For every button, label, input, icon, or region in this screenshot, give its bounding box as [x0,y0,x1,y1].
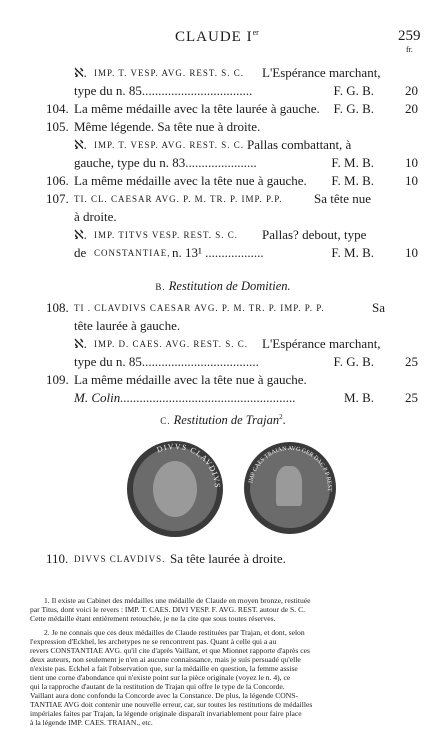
footnote-line: l'expression d'Eckhel, les archetypes ne se rencontrent pas. Quant à celle qui a au [30,637,277,646]
coin-reverse-legend-ring [244,442,336,534]
footnote-line: 2. Je ne connais que ces deux médailles de Claude restituées par Trajan, et dont, selon [44,628,305,637]
footnote-line: 1. Il existe au Cabinet des médailles une médaille de Claude en moyen bronze, restituée [44,596,311,605]
catalog-line: gauche, type du n. 83...................... F. M. B. 10 [74,155,418,170]
footnote-line: qui la rapproche d'autant de la restitution de Trajan qui offre le type de la Concorde. [30,682,285,691]
footnote-line: deux auteurs, non seulement je n'en ai aucune connaissance, mais je suis persuadé qu'elle [30,655,301,664]
footnote-line: à la légende IMP. CAES. TRAIAN., etc. [30,718,153,727]
footnote-line: revers CONSTANTIAE AVG. qu'il cite d'après Vaillant, et que Mionnet rapporte d'après ces [30,646,310,655]
catalog-line: M. Colin...................................................... M. B. 25 [74,390,418,405]
page-number: 259 [398,28,421,44]
catalog-line: tête laurée à gauche. [74,318,181,333]
page-header [0,28,446,54]
svg-text:DIVVS CLAVDIVS: DIVVS CLAVDIVS [155,441,223,489]
catalog-entry-109: 109. La même médaille avec la tête nue à gauche. [46,372,307,387]
catalog-entry-110: 110. DIVVS CLAVDIVS. Sa tête laurée à droite. [46,551,286,566]
footnote-line: Vaillant aura donc confondu la Concorde avec la Constance. De plus, la légende CONS- [30,691,299,700]
catalog-line: à droite. [74,209,117,224]
catalog-line: ℵ. IMP. T. VESP. AVG. REST. S. C. L'Espérance marchant, [74,65,381,80]
catalog-line: type du n. 85.................................. F. G. B. 20 [74,83,418,98]
footnote-line: par Titus, dont voici le revers : IMP. T. CAES. DIVI VESP. F. AVG. REST. autour de S. C. [30,605,306,614]
coin-obverse-image [127,441,223,537]
catalog-line: ℵ. IMP. D. CAES. AVG. REST. S. C. L'Espérance marchant, [74,336,381,351]
section-heading-b: B. Restitution de Domitien. [155,279,291,293]
footnote-line: n'existe pas. Eckhel a fait l'observation que, sur la médaille en question, la femme assise [30,664,298,673]
running-title: CLAUDE Ier [175,28,259,45]
catalog-line: ℵ. IMP. TITVS VESP. REST. S. C. Pallas? debout, type [74,227,367,242]
catalog-line: type du n. 85.................................... F. G. B. 25 [74,354,418,369]
footnote-line: TANTIAE AVG doit contenir une nouvelle erreur, car, sur toutes les restitutions de médailles [30,700,313,709]
footnote-line: tient une corne d'abondance qui n'existe point sur la pièce originale (voyez le n. 4), ce [30,673,291,682]
section-heading-c: C. Restitution de Trajan$^2$. [160,413,286,428]
catalog-entry-106: 106. La même médaille avec la tête nue à gauche. F. M. B. 10 [46,173,418,188]
catalog-line: ℵ. IMP. T. VESP. AVG. REST. S. C. Pallas combattant, à [74,137,352,152]
catalog-entry-108: 108. TI . CLAVDIVS CAESAR AVG. P. M. TR. P. IMP. P. P. Sa [46,300,385,315]
footnote-line: impériales faites par Trajan, la légende originale disparaît invariablement pour faire place [30,709,302,718]
catalog-entry-105: 105. Même légende. Sa tête nue à droite. [46,119,261,134]
catalog-entry-104: 104. La même médaille avec la tête laurée à gauche. F. G. B. 20 [46,101,418,116]
coin-obverse-legend-ring [127,441,223,537]
coin-reverse-image [244,442,336,534]
catalog-entry-107: 107. TI. CL. CAESAR AVG. P. M. TR. P. IMP. P.P. Sa tête nue [46,191,372,206]
catalog-line: de CONSTANTIAE, n. 13¹ .................. F. M. B. 10 [74,245,418,260]
svg-text:IMP CAES TRAIAN AVG GER DAC P: IMP CAES TRAIAN AVG GER DAC P P REST [248,445,333,492]
currency-note: fr. [406,45,413,54]
footnote-line: Cette médaille étant entièrement retouchée, je ne la cite que sous toutes réserves. [30,614,276,623]
